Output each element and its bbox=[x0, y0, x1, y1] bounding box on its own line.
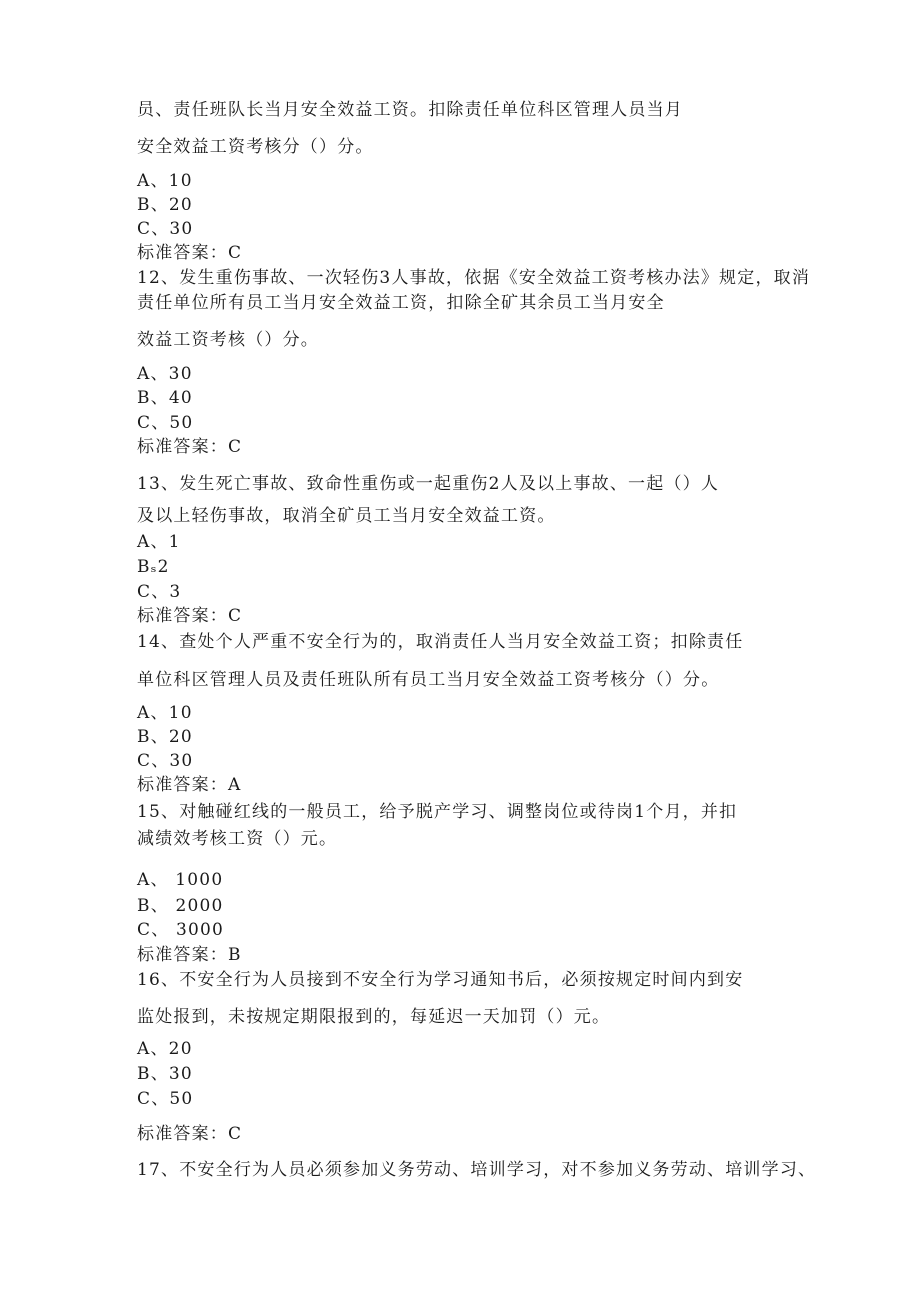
question-text-line: 安全效益工资考核分（）分。 bbox=[137, 137, 374, 157]
question-text-line: 14、查处个人严重不安全行为的，取消责任人当月安全效益工资；扣除责任 bbox=[137, 632, 744, 652]
option-line: C、30 bbox=[137, 219, 194, 239]
question-text-line: 及以上轻伤事故，取消全矿员工当月安全效益工资。 bbox=[137, 506, 556, 526]
option-line: B、 2000 bbox=[137, 896, 224, 916]
question-text-line: 员、责任班队长当月安全效益工资。扣除责任单位科区管理人员当月 bbox=[137, 100, 683, 120]
question-text-line: 监处报到，未按规定期限报到的，每延迟一天加罚（）元。 bbox=[137, 1007, 611, 1027]
answer-line: 标准答案：C bbox=[137, 606, 243, 626]
option-line: B、20 bbox=[137, 195, 193, 215]
question-text-line: 效益工资考核（）分。 bbox=[137, 330, 319, 350]
option-line: B、20 bbox=[137, 727, 193, 747]
option-line: C、30 bbox=[137, 751, 194, 771]
answer-line: 标准答案：C bbox=[137, 1124, 243, 1144]
option-line: C、50 bbox=[137, 1089, 194, 1109]
option-line: A、10 bbox=[137, 171, 193, 191]
option-line: Bₛ2 bbox=[137, 557, 170, 577]
option-line: B、40 bbox=[137, 388, 193, 408]
option-line: A、10 bbox=[137, 703, 193, 723]
question-text-line: 责任单位所有员工当月安全效益工资，扣除全矿其余员工当月安全 bbox=[137, 293, 665, 313]
question-text-line: 13、发生死亡事故、致命性重伤或一起重伤2人及以上事故、一起（）人 bbox=[137, 474, 720, 494]
answer-line: 标准答案：C bbox=[137, 243, 243, 263]
option-line: A、20 bbox=[137, 1039, 193, 1059]
question-text-line: 12、发生重伤事故、一次轻伤3人事故，依据《安全效益工资考核办法》规定，取消 bbox=[137, 268, 811, 288]
option-line: C、3 bbox=[137, 582, 182, 602]
question-text-line: 15、对触碰红线的一般员工，给予脱产学习、调整岗位或待岗1个月，并扣 bbox=[137, 802, 738, 822]
option-line: A、30 bbox=[137, 364, 193, 384]
option-line: A、 1000 bbox=[137, 870, 224, 890]
question-text-line: 单位科区管理人员及责任班队所有员工当月安全效益工资考核分（）分。 bbox=[137, 670, 720, 690]
answer-line: 标准答案：A bbox=[137, 775, 242, 795]
question-text-line: 减绩效考核工资（）元。 bbox=[137, 829, 338, 849]
question-text-line: 17、不安全行为人员必须参加义务劳动、培训学习，对不参加义务劳动、培训学习、 bbox=[137, 1160, 817, 1180]
option-line: A、1 bbox=[137, 532, 181, 552]
answer-line: 标准答案：C bbox=[137, 437, 243, 457]
option-line: B、30 bbox=[137, 1064, 193, 1084]
question-text-line: 16、不安全行为人员接到不安全行为学习通知书后，必须按规定时间内到安 bbox=[137, 970, 744, 990]
option-line: C、 3000 bbox=[137, 920, 225, 940]
option-line: C、50 bbox=[137, 413, 194, 433]
answer-line: 标准答案：B bbox=[137, 945, 242, 965]
